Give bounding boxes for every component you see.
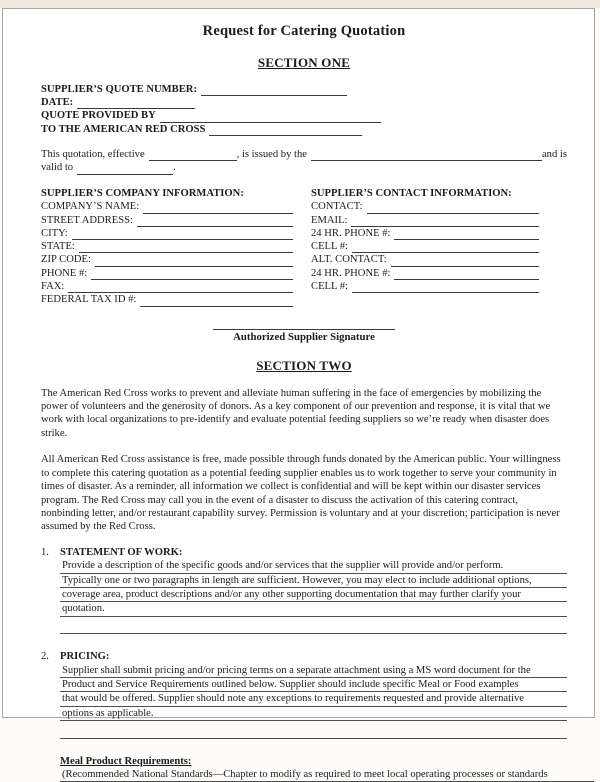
alt-cell-label: CELL #: (311, 281, 348, 293)
phone24-row (311, 227, 539, 240)
statement-blank-line (60, 621, 567, 634)
pricing-line-4: options as applicable. (60, 707, 567, 721)
phone24-blank (394, 229, 539, 240)
valid-to-blank (77, 164, 173, 175)
alt-contact-row (311, 253, 539, 266)
effective-sentence (41, 148, 567, 175)
city-row (41, 227, 293, 240)
company-name-row (41, 200, 293, 213)
statement-line-1: Provide a description of the specific goods and/or services that the supplier will provide and/or perform. (60, 559, 567, 573)
fax-label: FAX: (41, 281, 65, 293)
quote-header-fields (41, 83, 567, 136)
effective-sentence-line-1 (41, 148, 567, 162)
alt-contact-blank (391, 256, 539, 267)
federal-tax-id-row (41, 293, 293, 306)
cell-blank (352, 242, 539, 253)
meal-product-requirements (41, 755, 594, 782)
alt-cell-row (311, 280, 539, 293)
state-row (41, 240, 293, 253)
alt-phone24-label: 24 HR. PHONE #: (311, 267, 391, 279)
effective-text-1: This quotation, effective (41, 148, 145, 160)
statement-of-work-content (60, 546, 567, 634)
alt-phone24-blank (394, 269, 539, 280)
city-label: CITY: (41, 227, 68, 239)
signature-line (213, 318, 395, 330)
company-info-column (41, 187, 293, 307)
meal-requirements-line: (Recommended National Standards—Chapter to modify as required to meet local operating processes or standards (60, 768, 594, 782)
date-blank (77, 98, 195, 109)
effective-sentence-line-2 (41, 161, 567, 175)
red-cross-blank (209, 125, 362, 136)
page-top-margin (0, 0, 600, 8)
date-label: DATE: (41, 97, 74, 109)
statement-of-work-item (41, 546, 567, 634)
pricing-item (41, 650, 567, 738)
valid-to-period: . (173, 162, 176, 174)
supplier-info-columns (41, 187, 567, 307)
item-1-number: 1. (41, 546, 49, 558)
field-row-quote-number (41, 83, 567, 96)
company-info-heading: SUPPLIER’S COMPANY INFORMATION: (41, 188, 244, 199)
statement-of-work-title: STATEMENT OF WORK: (60, 546, 183, 558)
company-name-label: COMPANY’S NAME: (41, 201, 140, 213)
phone-label: PHONE #: (41, 267, 88, 279)
pricing-content (60, 650, 567, 738)
alt-contact-label: ALT. CONTACT: (311, 254, 387, 266)
valid-to-label: valid to (41, 162, 74, 174)
contact-info-heading: SUPPLIER’S CONTACT INFORMATION: (311, 188, 512, 199)
issued-by-blank (311, 150, 542, 161)
pricing-line-3: that would be offered. Supplier should note any exceptions to requirements requested and provide alternative (60, 692, 567, 706)
pricing-title: PRICING: (60, 651, 110, 663)
contact-label: CONTACT: (311, 201, 363, 213)
federal-tax-id-blank (140, 296, 293, 307)
street-address-row (41, 214, 293, 227)
pricing-line-2: Product and Service Requirements outlined below. Supplier should include specific Meal or Food examples (60, 678, 567, 692)
city-blank (72, 229, 293, 240)
statement-line-3: coverage area, product descriptions and/or any other supporting documentation that may further clarify your (60, 588, 567, 602)
field-row-date (41, 96, 567, 109)
field-row-quote-provided-by (41, 109, 567, 122)
effective-date-blank (149, 150, 237, 161)
alt-phone24-row (311, 267, 539, 280)
federal-tax-id-label: FEDERAL TAX ID #: (41, 294, 137, 306)
phone-blank (91, 269, 293, 280)
street-address-blank (137, 216, 293, 227)
zip-code-label: ZIP CODE: (41, 254, 91, 266)
email-row (311, 214, 539, 227)
zip-code-row (41, 253, 293, 266)
contact-info-column (311, 187, 539, 307)
item-2-number: 2. (41, 651, 49, 663)
meal-requirements-heading: Meal Product Requirements: (60, 755, 192, 767)
signature-label: Authorized Supplier Signature (233, 330, 375, 343)
effective-text-2: , is issued by the (236, 148, 307, 160)
zip-code-blank (95, 256, 293, 267)
email-blank (351, 216, 539, 227)
company-name-blank (143, 203, 293, 214)
pricing-blank-line (60, 725, 567, 738)
email-label: EMAIL: (311, 214, 348, 226)
document-page (2, 8, 595, 780)
pricing-line-1: Supplier shall submit pricing and/or pricing terms on a separate attachment using a MS word document for the (60, 664, 567, 678)
red-cross-label: TO THE AMERICAN RED CROSS (41, 123, 206, 135)
quote-number-blank (201, 85, 347, 96)
assistance-paragraph: All American Red Cross assistance is free, made possible through funds donated by the American public. Your willingness to complete this catering quotation as a potential feeding supplier enables us to work together to serve your community in times of disaster. As a reminder, all information we collect is confidential and will be kept within our disaster services program. The Red Cross may call you in the event of a disaster to discuss the activation of this catering contract, nonbinding letter, and/or restaurant capability survey. Permission is voluntary and at your discretion; participation is never assumed by the Red Cross. (41, 454, 561, 533)
state-blank (79, 242, 293, 253)
state-label: STATE: (41, 241, 75, 253)
cell-label: CELL #: (311, 241, 348, 253)
contact-row (311, 200, 539, 213)
quote-provided-by-label: QUOTE PROVIDED BY (41, 110, 156, 122)
phone-row (41, 267, 293, 280)
signature-block (41, 318, 567, 343)
contact-blank (367, 203, 539, 214)
statement-line-2: Typically one or two paragraphs in length are sufficient. However, you may elect to include additional options, (60, 574, 567, 588)
fax-blank (68, 282, 293, 293)
statement-line-4: quotation. (60, 602, 567, 616)
section-two-heading: SECTION TWO (256, 357, 352, 373)
quote-number-label: SUPPLIER’S QUOTE NUMBER: (41, 84, 197, 95)
field-row-red-cross (41, 123, 567, 136)
fax-row (41, 280, 293, 293)
quote-provided-by-blank (160, 112, 381, 123)
cell-row (311, 240, 539, 253)
alt-cell-blank (352, 282, 539, 293)
mission-paragraph: The American Red Cross works to prevent and alleviate human suffering in the face of emergencies by mobilizing the power of volunteers and the generosity of donors. As a key component of our prevention and response, it is vital that we work with local organizations to pre-identify and evaluate potential feeding suppliers so we’re ready when disaster does strike. (41, 387, 551, 439)
document-title: Request for Catering Quotation (202, 23, 406, 39)
effective-text-3: and is (541, 148, 567, 160)
section-one-heading: SECTION ONE (257, 55, 351, 70)
phone24-label: 24 HR. PHONE #: (311, 227, 391, 239)
street-address-label: STREET ADDRESS: (41, 214, 133, 226)
